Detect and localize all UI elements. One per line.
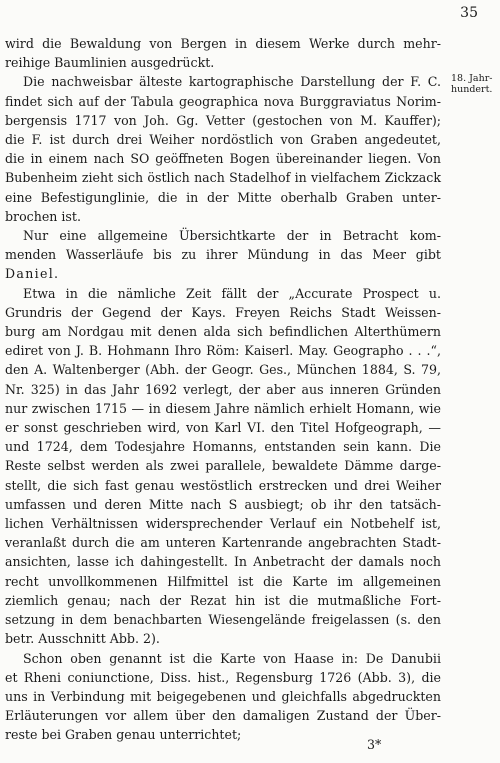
paragraph <box>5 72 441 226</box>
text-line: Reste selbst werden als zwei parallele, bewaldete Dämme darge- <box>5 458 441 474</box>
text-line: die in einem nach SO geöffneten Bogen übereinander liegen. Von <box>5 151 441 167</box>
text-line: menden Wasserläufe bis zu ihrer Mündung in das Meer gibt <box>5 247 441 263</box>
text-line: die F. ist durch drei Weiher nordöstlich von Graben angedeutet, <box>5 132 441 148</box>
text-line: ziemlich genau; nach der Rezat hin ist die mutmaßliche Fort- <box>5 592 441 608</box>
text-line: veranlaßt durch die am unteren Kartenrande angebrachten Stadt- <box>5 535 441 551</box>
text-line: ediret von J. B. Hohmann Ihro Röm: Kaiserl. May. Geographo . . .“, <box>5 343 441 359</box>
text-line: reste bei Graben genau unterrichtet; <box>5 727 242 743</box>
text-line: Nr. 325) in das Jahr 1692 verlegt, der aber aus inneren Gründen <box>5 381 441 397</box>
text-line: Nur eine allgemeine Übersichtkarte der in Betracht kom- <box>23 228 441 244</box>
text-line: Grundris der Gegend der Kays. Freyen Reichs Stadt Weissen- <box>5 304 441 320</box>
text-line: umfassen und deren Mitte nach S ausbiegt; ob ihr den tatsäch- <box>5 496 441 512</box>
paragraph <box>5 34 441 72</box>
text-line: recht unvollkommenen Hilfmittel ist die Karte im allgemeinen <box>5 573 441 589</box>
text-line: Etwa in die nämliche Zeit fällt der „Accurate Prospect u. <box>23 285 441 301</box>
signature-mark: 3* <box>367 737 382 752</box>
text-line: eine Befestigunglinie, die in der Mitte oberhalb Graben unter- <box>5 189 441 205</box>
text-line: Die nachweisbar älteste kartographische Darstellung der F. C. <box>23 74 441 90</box>
text-line: burg am Nordgau mit denen alda sich befindlichen Alterthümern <box>5 324 441 340</box>
text-line: und 1724, dem Todesjahre Homanns, entstanden sein kann. Die <box>5 439 441 455</box>
text-line: Bubenheim zieht sich östlich nach Stadelhof in vielfachem Zickzack <box>5 170 441 186</box>
text-line: er sonst geschrieben wird, von Karl VI. den Titel Hofgeograph, — <box>5 420 441 436</box>
text-line: wird die Bewaldung von Bergen in diesem Werke durch mehr- <box>5 36 441 51</box>
margin-note-text: 18. Jahr-hundert. <box>451 73 493 95</box>
text-line: et Rheni coniunctione, Diss. hist., Regensburg 1726 (Abb. 3), die <box>5 669 441 685</box>
text-line: nur zwischen 1715 — in diesem Jahre nämlich erhielt Homann, wie <box>5 400 441 416</box>
text-line: bergensis 1717 von Joh. Gg. Vetter (gestochen von M. Kauffer); <box>5 112 441 128</box>
text-line: reihige Baumlinien ausgedrückt. <box>5 55 215 71</box>
text-line: den A. Waltenberger (Abh. der Geogr. Ges., München 1884, S. 79, <box>5 362 441 378</box>
text-line: Daniel. <box>5 266 60 282</box>
text-line: setzung in dem benachbarten Wiesengelände freigelassen (s. den <box>5 612 441 628</box>
page-number: 35 <box>460 5 478 21</box>
text-line: stellt, die sich fast genau westöstlich erstrecken und drei Weiher <box>5 477 441 493</box>
text-line: findet sich auf der Tabula geographica nova Burggraviatus Norim- <box>5 93 441 109</box>
text-line: lichen Verhältnissen widersprechender Verlauf ein Notbehelf ist, <box>5 516 441 532</box>
paragraph <box>5 284 441 649</box>
text-line: Schon oben genannt ist die Karte von Haase in: De Danubii <box>23 650 441 666</box>
text-line: brochen ist. <box>5 208 81 224</box>
text-line: uns in Verbindung mit beigegebenen und gleichfalls abgedruckten <box>5 688 441 704</box>
paragraph <box>5 226 441 284</box>
text-line: betr. Ausschnitt Abb. 2). <box>5 631 160 647</box>
paragraph <box>5 649 441 745</box>
margin-note <box>451 73 499 95</box>
text-line: Erläuterungen vor allem über den damaligen Zustand der Über- <box>5 708 441 724</box>
body-text <box>5 34 441 745</box>
text-line: ansichten, lasse ich dahingestellt. In Anbetracht der damals noch <box>5 554 441 570</box>
